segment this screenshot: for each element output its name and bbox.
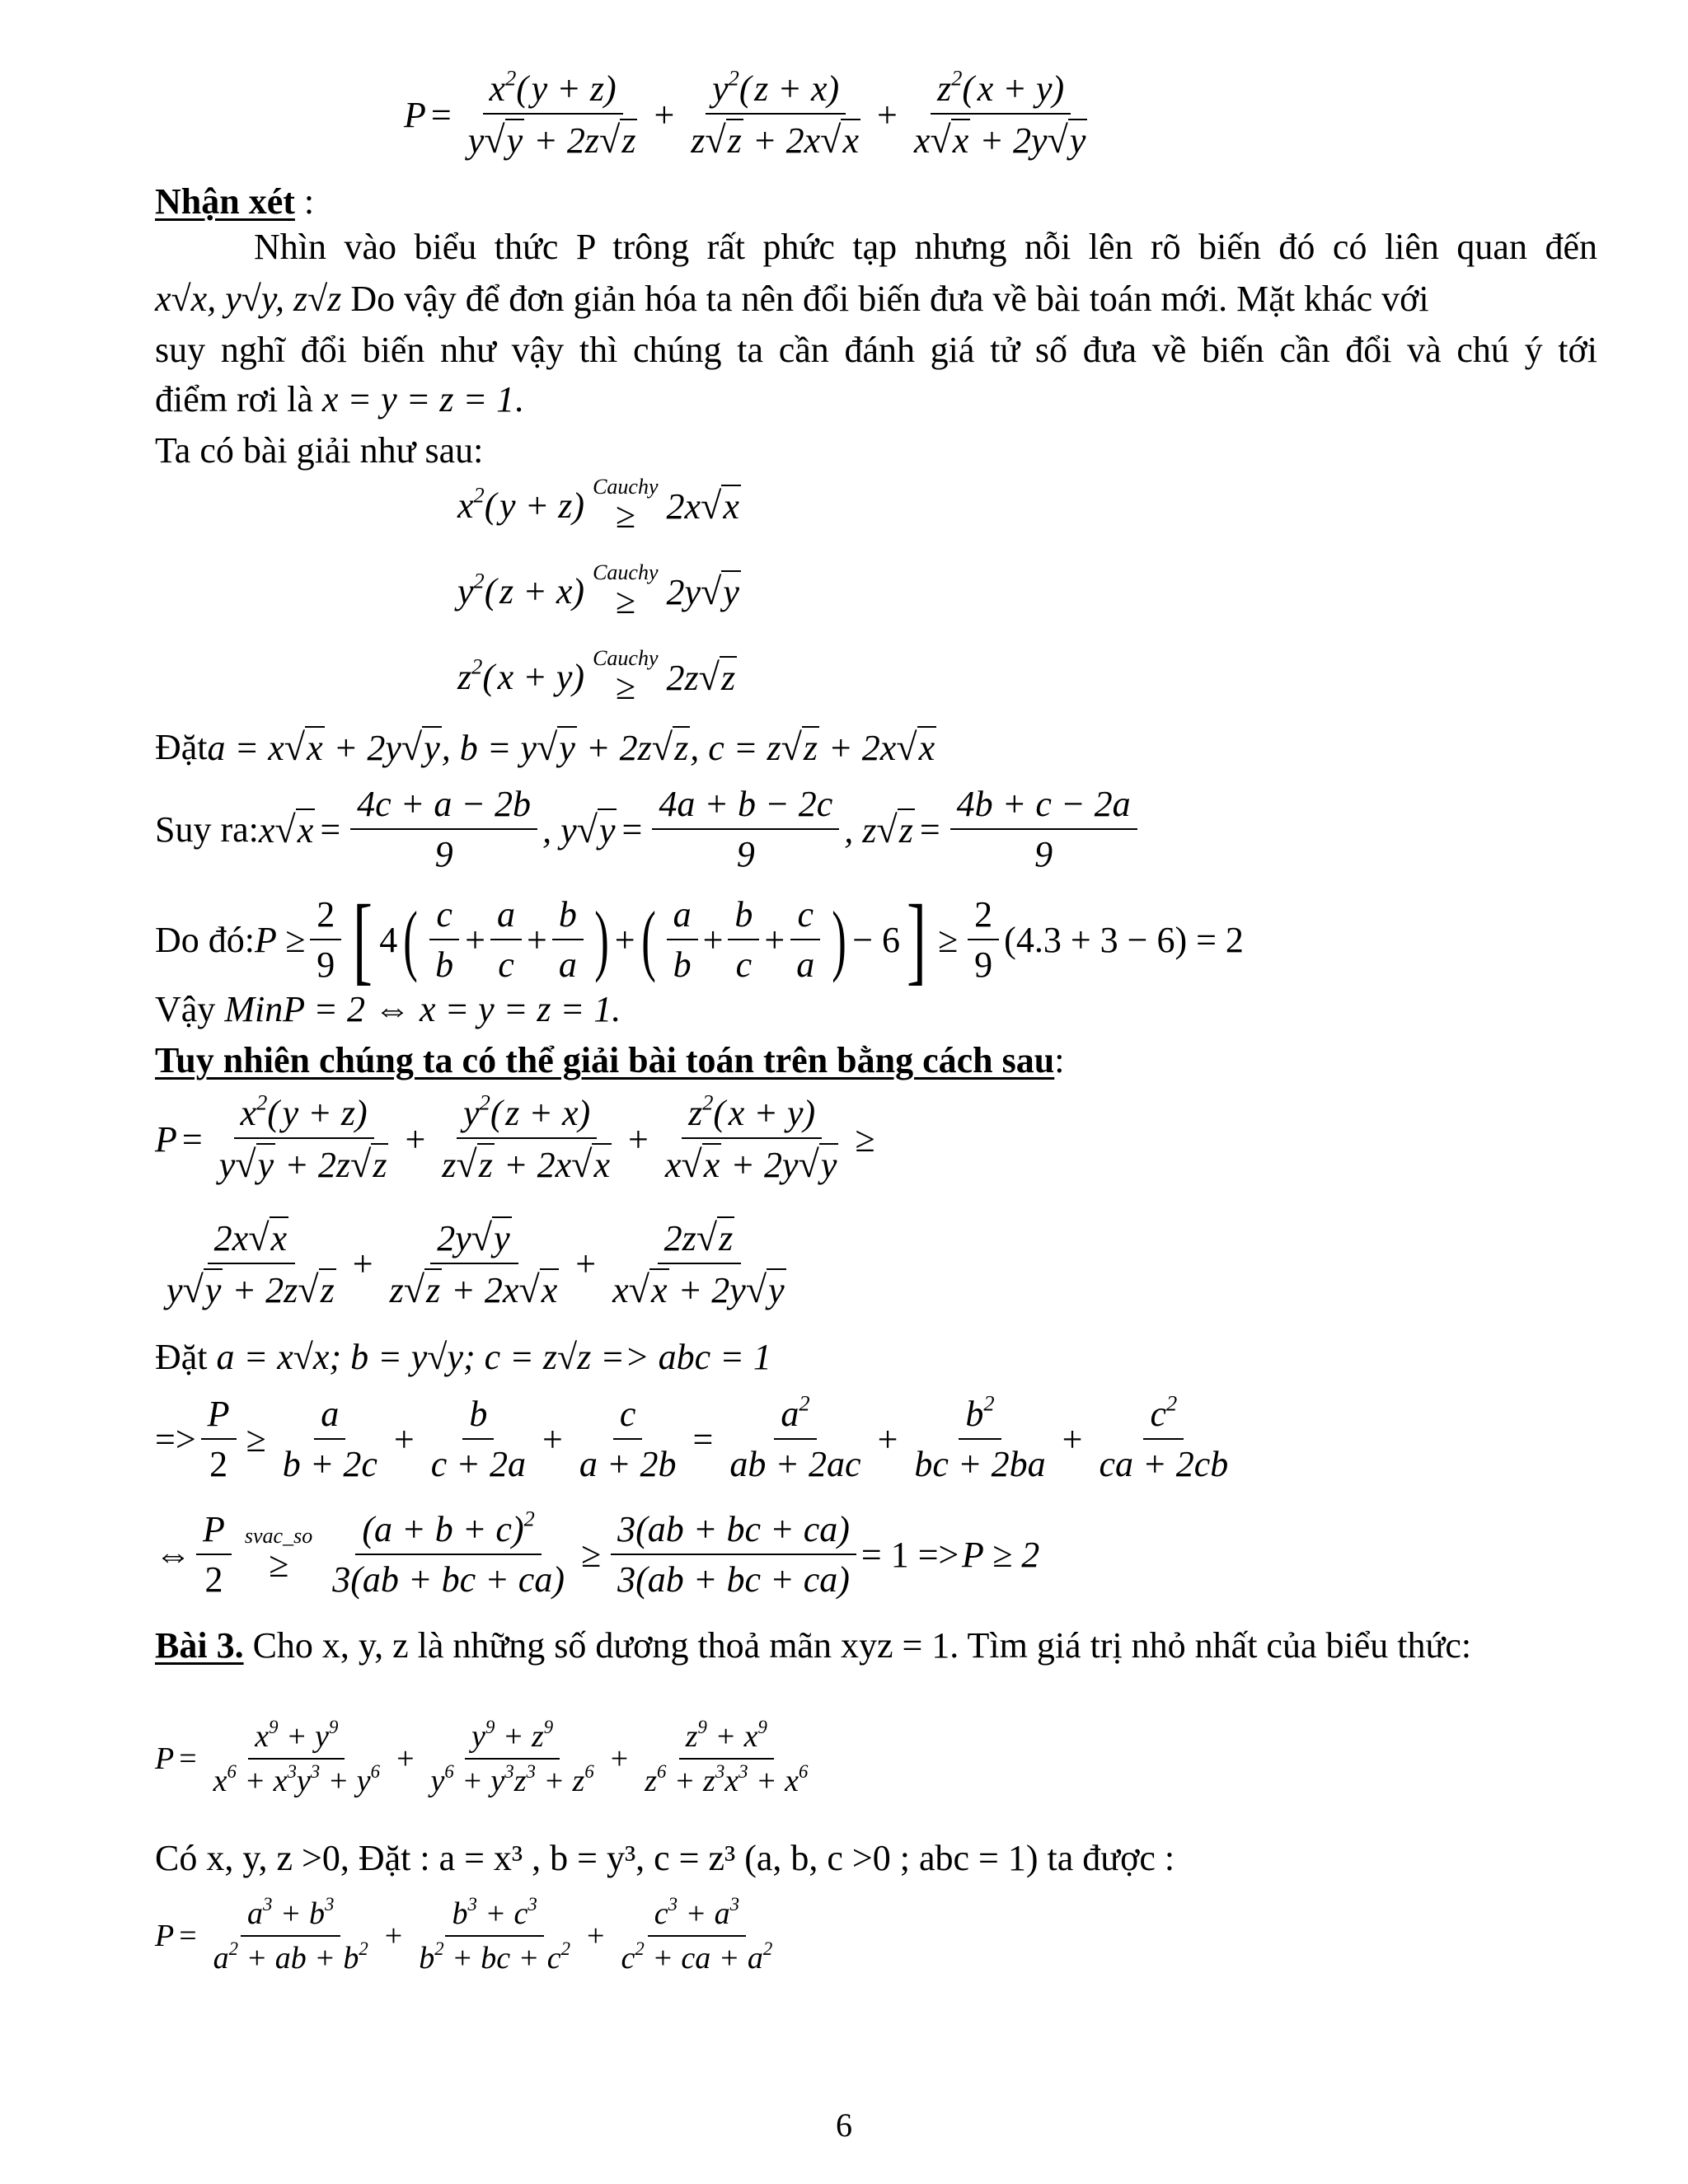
do-do-label: Do đó: — [155, 919, 255, 960]
cauchy-label-2: Cauchy — [593, 560, 659, 584]
formula-p-abc: P = $\frac{a^3 + b^3}{a^2 + ab + b^2}$ + $\frac{b^3 + c^3}{b^2 + bc + c^2}$ + $\frac{c^3 + a^3}{c^2 + ca + a^2}$ — [155, 1894, 773, 1975]
nhan-xet-colon: : — [294, 181, 315, 222]
cauchy-ineq-3: $z^2$( x + y) Cauchy ≥ 2z√z — [457, 646, 736, 707]
nhan-xet-line-2 — [155, 279, 1597, 321]
nhan-xet-text-4: điểm rơi là — [155, 379, 322, 419]
bai-3-label: Bài 3. — [155, 1625, 244, 1666]
vay-math: MinP = 2 ⇔ x = y = z = 1. — [224, 989, 621, 1029]
formula-lower-bound: $\frac{2x√x}{y√y + 2z√z}$ + $\frac{2y√y}{z√z + 2x√x}$ + $\frac{2z√z}{x√x + 2y√y}$ — [166, 1216, 785, 1310]
suy-ra-formula: Suy ra: x√x = $\frac{4c + a - 2b}{9}$ , y√y = $\frac{4a + b - 2c}{9}$ , z√z = $\frac{4b + c - 2a}{9}$ — [155, 783, 1142, 875]
page-number: 6 — [836, 2107, 852, 2144]
co-xyz-line — [155, 1838, 1175, 1880]
co-xyz-text: Có x, y, z >0, Đặt : a = x³ , b = y³, c = z³ (a, b, c >0 ; abc = 1) ta được : — [155, 1838, 1175, 1878]
dat2-math: a = x√x; b = y√y; c = z√z => abc = 1 — [216, 1337, 771, 1377]
nhan-xet-line-4 — [155, 379, 523, 421]
bai-3-text: Cho x, y, z là những số dương thoả mãn xyz = 1. Tìm giá trị nhỏ nhất của biểu thức: — [243, 1625, 1472, 1666]
formula-half-p: => $\frac{P}{2}$ ≥ $\frac{a}{b + 2c}$ + $\frac{b}{c + 2a}$ + $\frac{c}{a + 2b}$ = $\frac{a^2}{ab + 2ac}$ + $\frac{b^2}{bc + 2ba}$ + $\frac{c^2}{ca + 2cb}$ — [155, 1390, 1229, 1484]
cauchy-label-3: Cauchy — [593, 646, 659, 670]
nhan-xet-label: Nhận xét — [155, 181, 295, 222]
tuy-nhien-text: Tuy nhiên chúng ta có thể giải bài toán trên bằng cách sau — [155, 1040, 1055, 1080]
formula-p-second: P = $\frac{x^2( y + z)}{y√y + 2z√z}$ + $\frac{y^2( z + x)}{z√z + 2x√x}$ + $\frac{z^2( x + y)}{x√x + 2y√y}$ ≥ — [155, 1090, 875, 1185]
dat-substitution-1: Đặt a = x√x + 2y√y, b = y√y + 2z√z, c = z√z + 2x√x — [155, 726, 935, 768]
tuy-nhien-colon: : — [1054, 1040, 1065, 1080]
nhan-xet-heading — [155, 181, 314, 223]
vay-line — [155, 989, 621, 1031]
cauchy-ineq-1: $x^2$( y + z) Cauchy ≥ 2x√x — [457, 475, 739, 536]
formula-p-bai3: P = $\frac{x^9 + y^9}{x^6 + x^3y^3 + y^6}$ + $\frac{y^9 + z^9}{y^6 + y^3z^3 + z^6}$ + $\frac{z^9 + x^9}{z^6 + z^3x^3 + x^6}$ — [155, 1717, 809, 1798]
suy-ra-label: Suy ra: — [155, 808, 259, 850]
cauchy-label-1: Cauchy — [593, 475, 659, 499]
cauchy-ineq-2: $y^2$( z + x) Cauchy ≥ 2y√y — [457, 560, 739, 621]
nhan-xet-period: . — [514, 379, 524, 419]
nhan-xet-text-1: Nhìn vào biểu thức P trông rất phức tạp nhưng nỗi lên rõ biến đó có liên quan đến — [254, 227, 1597, 267]
dat-substitution-2 — [155, 1337, 771, 1379]
nhan-xet-math-2: x√x, y√y, z√z — [155, 279, 342, 319]
nhan-xet-line-1 — [254, 227, 1597, 269]
svac-label: svac_so — [244, 1524, 313, 1548]
nhan-xet-math-4: x = y = z = 1 — [321, 379, 515, 419]
formula-p-top: P = $\frac{x^2( y + z)}{y√y + 2z√z}$ + $\frac{y^2( z + x)}{z√z + 2x√x}$ + $\frac{z^2( x + y)}{x√x + 2y√y}$ — [404, 65, 1086, 161]
bai-3-statement — [155, 1625, 1471, 1667]
dat1-label: Đặt — [155, 727, 208, 767]
solution-intro-text: Ta có bài giải như sau: — [155, 430, 484, 471]
do-do-formula: Do đó: P ≥ $\frac{2}{9}$ [ 4 ( $\frac{c}{b}$ + $\frac{a}{c}$ + $\frac{b}{a}$ ) + ( $\frac{a}{b}$ + $\frac{b}{c}$ + $\frac{c}{a}$ ) − 6 ] ≥ $\frac{2}{9}$ (4.3 + 3 − 6) = 2 — [155, 884, 1244, 994]
nhan-xet-text-3: suy nghĩ đổi biến như vậy thì chúng ta cần đánh giá tử số đưa về biến cần đổi và chú ý tới — [155, 330, 1597, 370]
nhan-xet-text-2: Do vậy để đơn giản hóa ta nên đổi biến đưa về bài toán mới. Mặt khác với — [341, 279, 1429, 319]
tuy-nhien-heading — [155, 1040, 1064, 1082]
vay-label: Vậy — [155, 989, 225, 1029]
nhan-xet-line-3 — [155, 330, 1597, 372]
formula-svac: ⇔ $\frac{P}{2}$ svac_so ≥ $\frac{(a + b + c)^2}{3(ab + bc + ca)}$ ≥ $\frac{3(ab + bc + ca)}{3(ab + bc + ca)}$ = 1 => P ≥ 2 — [155, 1506, 1040, 1600]
dat2-label: Đặt — [155, 1337, 217, 1377]
solution-intro — [155, 430, 483, 472]
